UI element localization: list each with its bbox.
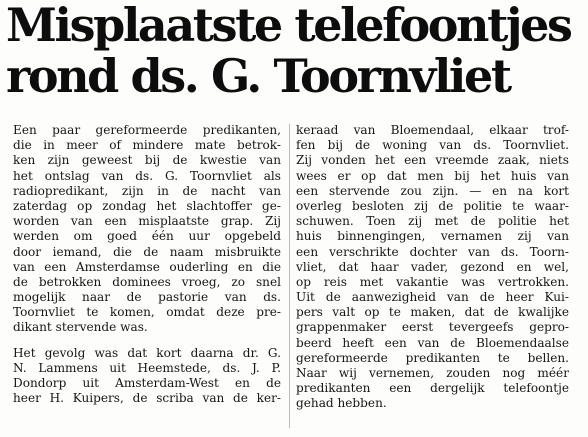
text-line: door iemand, die de naam misbruikte xyxy=(13,244,281,259)
text-line: beerd heeft een van de Bloemendaalse xyxy=(296,335,569,350)
text-line: predikanten een dergelijk telefoontje xyxy=(296,381,569,396)
text-line: zaterdag op zondag het slachtoffer ge- xyxy=(13,198,281,213)
column-divider xyxy=(289,124,290,428)
text-line: Een paar gereformeerde predikanten, xyxy=(13,123,281,137)
text-line: heer H. Kuipers, de scriba van de ker- xyxy=(13,391,281,406)
text-line: keraad van Bloemendaal, elkaar trof- xyxy=(296,123,569,137)
text-line: dikant stervende was. xyxy=(13,320,148,335)
text-line: gereformeerde predikanten te bellen. xyxy=(296,350,569,365)
text-line: Zij vonden het een vreemde zaak, niets xyxy=(296,153,569,168)
headline-line-2: rond ds. G. Toornvliet xyxy=(6,49,510,103)
text-line: pers valt op te maken, dat de kwalijke xyxy=(296,305,569,320)
text-line: de betrokken dominees vroeg, zo snel xyxy=(13,274,281,289)
paragraph-gap xyxy=(13,336,281,346)
text-line: grappenmaker eerst tevergeefs gepro- xyxy=(296,320,569,335)
text-line: op reis met vakantie was vertrokken. xyxy=(296,274,569,289)
text-line: Naar wij vernemen, zouden nog méér xyxy=(296,366,569,380)
text-line: huis binnengingen, vernamen zij van xyxy=(296,229,569,244)
article-column-left xyxy=(13,123,281,406)
text-line: gehad hebben. xyxy=(296,396,387,411)
text-line: schuwen. Toen zij met de politie het xyxy=(296,214,569,229)
text-line: overleg besloten zij de politie te waar- xyxy=(296,198,569,213)
text-line: een stervende zou zijn. — en na kort xyxy=(296,183,569,198)
text-line: een verschrikte dochter van ds. Toorn- xyxy=(296,244,569,259)
text-line: fen bij de woning van ds. Toornvliet. xyxy=(296,138,569,153)
text-line: werden om goed één uur opgebeld xyxy=(13,229,281,244)
text-line: worden van een misplaatste grap. Zij xyxy=(13,214,281,229)
text-line: ken zijn geweest bij de kwestie van xyxy=(13,153,281,168)
text-line: het ontslag van ds. G. Toornvliet als xyxy=(13,168,281,183)
text-line: wees er op dat men bij het huis van xyxy=(296,168,569,183)
text-line: Het gevolg was dat kort daarna dr. G. xyxy=(13,345,281,360)
text-line: N. Lammens uit Heemstede, ds. J. P. xyxy=(13,360,281,375)
headline xyxy=(6,0,586,102)
text-line: vliet, dat haar vader, gezond en wel, xyxy=(296,259,569,274)
text-line: Dondorp uit Amsterdam-West en de xyxy=(13,376,281,390)
text-line: mogelijk naar de pastorie van ds. xyxy=(13,290,281,305)
text-line: radiopredikant, zijn in de nacht van xyxy=(13,183,281,198)
text-line: Uit de aanwezigheid van de heer Kui- xyxy=(296,290,569,305)
text-line: die in meer of mindere mate betrok- xyxy=(13,138,281,153)
article-column-right xyxy=(296,123,569,412)
text-line: Toornvliet te komen, omdat deze pre- xyxy=(13,305,281,320)
text-line: van een Amsterdamse ouderling en die xyxy=(13,259,281,274)
headline-line-1: Misplaatste telefoontjes xyxy=(6,0,571,52)
